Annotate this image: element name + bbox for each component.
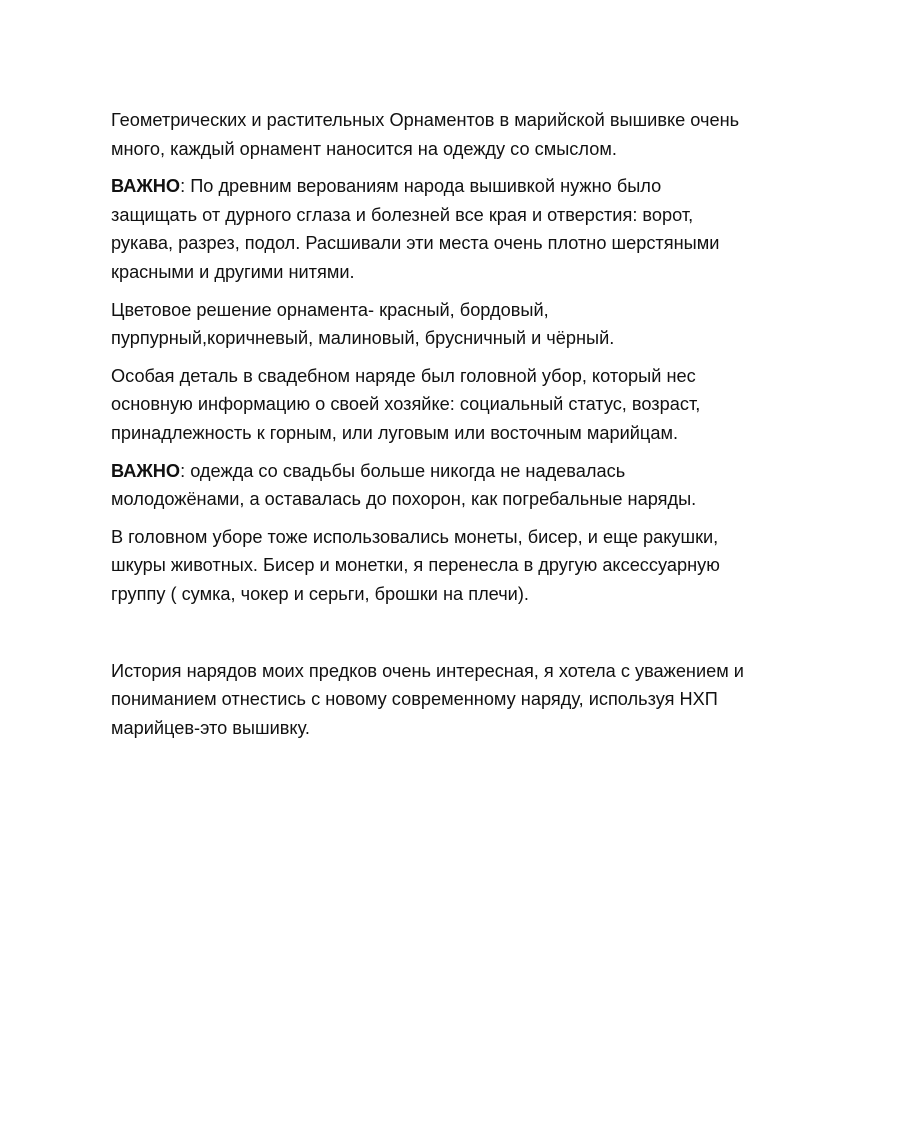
text-line: красными и другими нитями. xyxy=(111,261,355,282)
text-line: Особая деталь в свадебном наряде был головной убор, который нес xyxy=(111,365,696,386)
paragraph-ornaments xyxy=(111,106,811,163)
text-line: рукава, разрез, подол. Расшивали эти места очень плотно шерстяными xyxy=(111,233,720,254)
paragraph-accessories xyxy=(111,523,811,609)
text-line: пониманием отнестись с новому современному наряду, используя НХП xyxy=(111,689,718,710)
document-page xyxy=(111,106,811,751)
paragraph-conclusion xyxy=(111,657,811,743)
important-label: ВАЖНО xyxy=(111,460,181,481)
text-segment: : одежда со свадьбы больше никогда не надевалась xyxy=(180,460,626,481)
text-line: Геометрических и растительных Орнаментов в марийской вышивке очень xyxy=(111,110,740,130)
text-line: Цветовое решение орнамента- красный, бордовый, xyxy=(111,299,549,320)
text-line: много, каждый орнамент наносится на одежду со смыслом. xyxy=(111,138,617,159)
text-line: марийцев-это вышивку. xyxy=(111,717,310,738)
text-line: принадлежность к горным, или луговым или восточным марийцам. xyxy=(111,422,679,443)
text-line: группу ( сумка, чокер и серьги, брошки на плечи). xyxy=(111,583,529,604)
paragraph-headdress xyxy=(111,362,811,448)
text-line: История нарядов моих предков очень интересная, я хотела с уважением и xyxy=(111,660,744,681)
paragraph-colors xyxy=(111,296,811,353)
text-line: молодожёнами, а оставалась до похорон, как погребальные наряды. xyxy=(111,489,697,510)
paragraph-important-protection xyxy=(111,172,811,286)
important-label: ВАЖНО xyxy=(111,176,181,197)
text-line: шкуры животных. Бисер и монетки, я перенесла в другую аксессуарную xyxy=(111,555,720,576)
text-line: основную информацию о своей хозяйке: социальный статус, возраст, xyxy=(111,394,701,415)
text-line xyxy=(111,457,811,486)
text-line: В головном уборе тоже использовались монеты, бисер, и еще ракушки, xyxy=(111,526,719,547)
text-segment: : По древним верованиям народа вышивкой нужно было xyxy=(180,176,662,197)
text-line xyxy=(111,172,811,201)
text-line: пурпурный,коричневый, малиновый, брусничный и чёрный. xyxy=(111,328,615,349)
text-line: защищать от дурного сглаза и болезней все края и отверстия: ворот, xyxy=(111,204,694,225)
paragraph-important-wedding xyxy=(111,457,811,514)
